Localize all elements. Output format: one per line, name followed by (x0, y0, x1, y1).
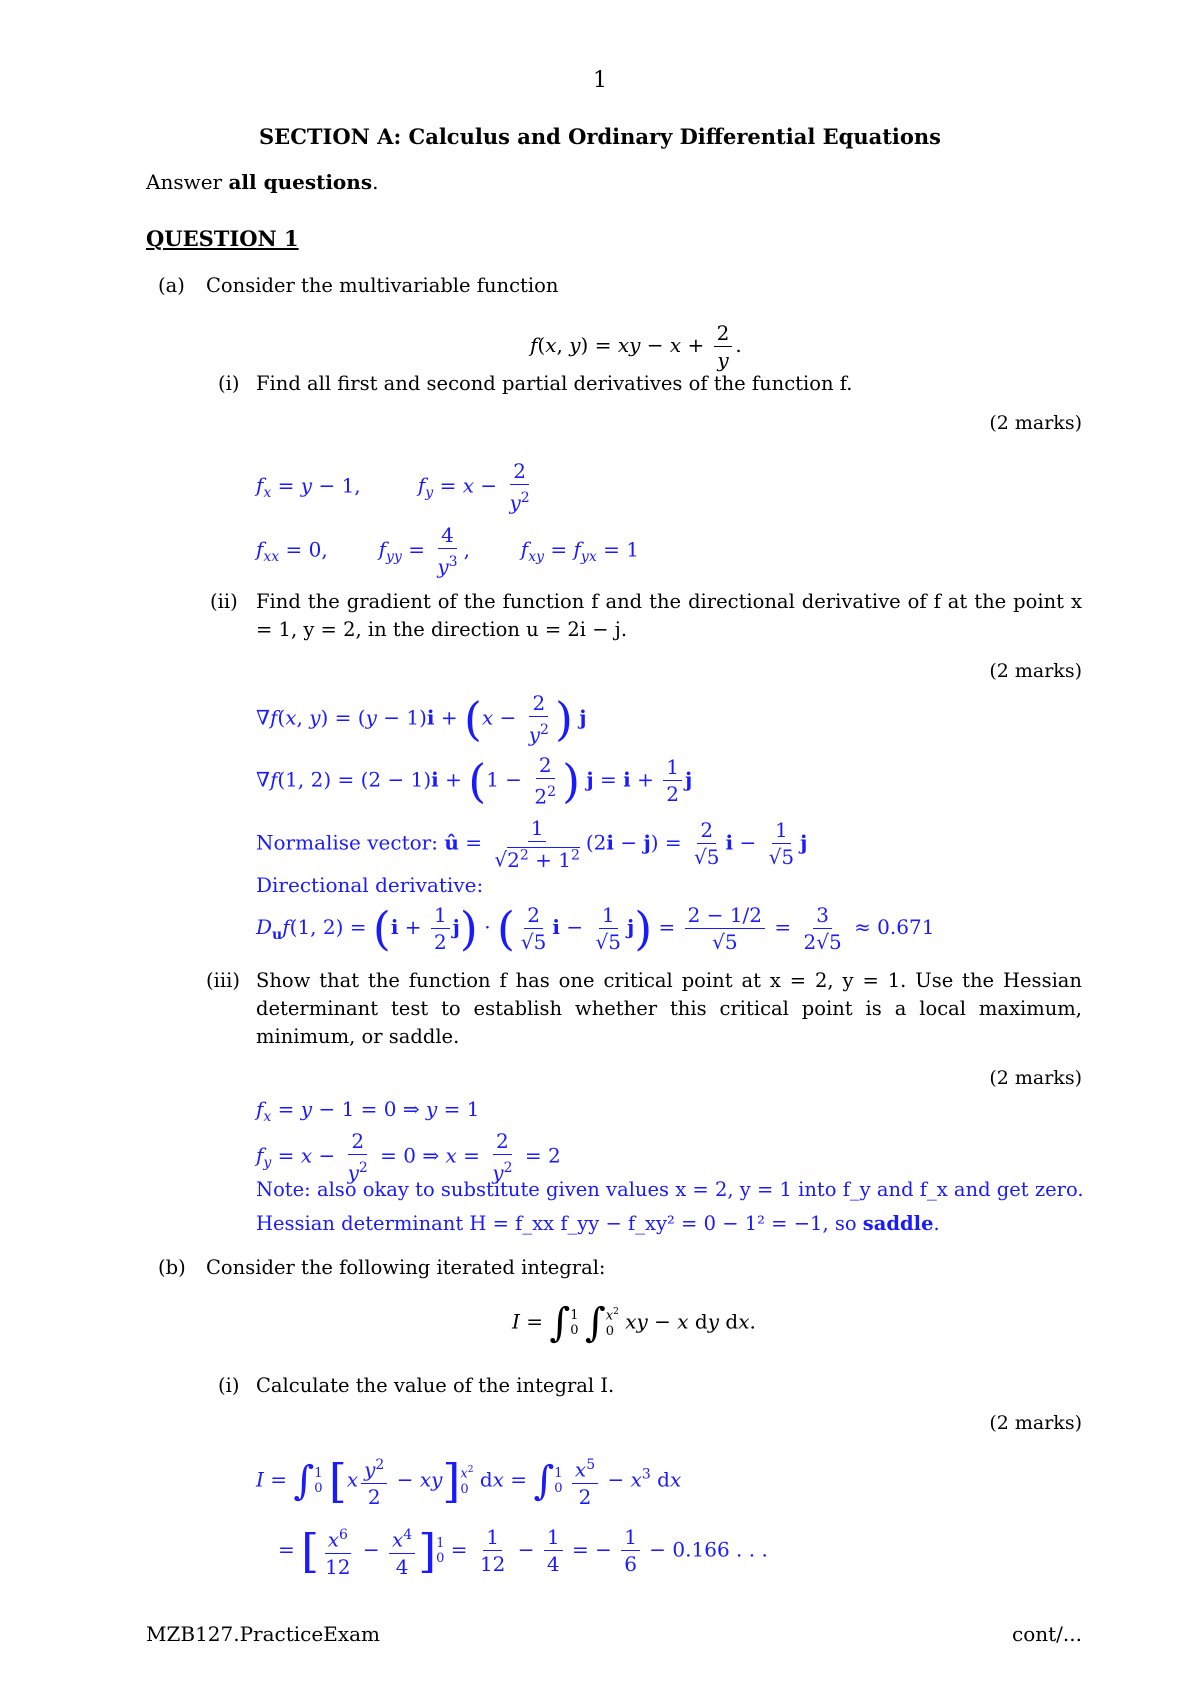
footer-course-code: MZB127.PracticeExam (146, 1622, 380, 1646)
solution-fx-zero: $f_x = y - 1 = 0$ ⇒ y = 1 (256, 1097, 480, 1125)
part-a-iii-text: Show that the function f has one critical point at x = 2, y = 1. Use the Hessian determinant test to establish whether this critical point is a local maximum, minimum, or saddle. (256, 969, 1082, 1048)
solution-first-partials: $f_x = y - 1$, $f_y = x$ − $\frac{2}{y^2}$ (256, 459, 530, 515)
footer-continued: cont/... (1012, 1622, 1082, 1646)
function-definition: f(x, y) = xy − x + $\frac{2}{y}$ . (530, 321, 742, 372)
solution-fy-zero: $f_y = x$ − $\frac{2}{y^2}$ = 0 ⇒ x = $\frac{2}{y^2}$ = 2 (256, 1129, 561, 1185)
part-a-i-text: Find all first and second partial derivatives of the function f. (256, 372, 853, 395)
solution-normalise: Normalise vector: û = $\frac{1}{√2^2 + 1^2}$ (2i − j) = $\frac{2}{√5}$ i − $\frac{1}{√5}$ j (256, 816, 808, 872)
solution-integral-step1: I = ∫ 1 0 [x $\frac{y^2}{2}$ − xy] $x^2$ 0 dx = ∫ 1 0 $\frac{x^5}{2}$ − $x^3$ dx (256, 1453, 682, 1509)
part-b-i-label: (i) (218, 1374, 240, 1397)
directional-label: Directional derivative: (256, 873, 484, 897)
solution-directional: $D_uf(1$, 2) = (i + $\frac{1}{2}$ j) · ( $\frac{2}{√5}$ i − $\frac{1}{√5}$ j) = $\frac{2 - 1/2}{√5}$ = $\frac{3}{2√5}$ ≈ 0.671 (256, 901, 935, 956)
instructions: Answer all questions. (146, 170, 379, 194)
part-a-ii-label: (ii) (210, 590, 238, 613)
part-a-label: (a) (158, 274, 185, 297)
solution-integral-step2: = [ $\frac{x^6}{12}$ − $\frac{x^4}{4}$ ] 1 0 = $\frac{1}{12}$ − $\frac{1}{4}$ = − $\frac{1}{6}$ − 0.166 . . . (278, 1523, 768, 1579)
marks-a-ii: (2 marks) (989, 660, 1082, 682)
part-a-i-label: (i) (218, 372, 240, 395)
part-a-iii-label: (iii) (206, 969, 240, 992)
solution-note: Note: also okay to substitute given values x = 2, y = 1 into f_y and f_x and get zero. (256, 1178, 1084, 1201)
part-a-ii-text: Find the gradient of the function f and the directional derivative of f at the point x = 1, y = 2, in the direction u = 2i − j. (256, 590, 1082, 641)
section-title: SECTION A: Calculus and Ordinary Differential Equations (259, 124, 941, 149)
marks-a-iii: (2 marks) (989, 1067, 1082, 1089)
solution-gradient: ∇f(x, y) = (y − 1)i + (x − $\frac{2}{y^2}$ ) j (256, 691, 587, 747)
solution-gradient-at-point: ∇f(1, 2) = (2 − 1)i + (1 − $\frac{2}{2^2}$ ) j = i + $\frac{1}{2}$ j (256, 753, 693, 809)
part-b-label: (b) (158, 1256, 186, 1279)
marks-b-i: (2 marks) (989, 1412, 1082, 1434)
part-b-i-text: Calculate the value of the integral I. (256, 1374, 615, 1397)
page-number: 1 (593, 68, 607, 93)
solution-hessian: Hessian determinant H = f_xx f_yy − f_xy² = 0 − 1² = −1, so saddle. (256, 1212, 940, 1235)
iterated-integral: I = ∫ 1 0 ∫ $x^2$ 0 xy − x dy dx. (512, 1300, 756, 1346)
part-b-intro: Consider the following iterated integral: (206, 1256, 606, 1279)
solution-second-partials: $f_{xx} = 0$, $f_{yy}$ = $\frac{4}{y^3}$ , $f_{xy} = f_{yx} = 1$ (256, 523, 639, 579)
part-a-intro: Consider the multivariable function (206, 274, 559, 297)
marks-a-i: (2 marks) (989, 412, 1082, 434)
question-heading: QUESTION 1 (146, 226, 299, 251)
